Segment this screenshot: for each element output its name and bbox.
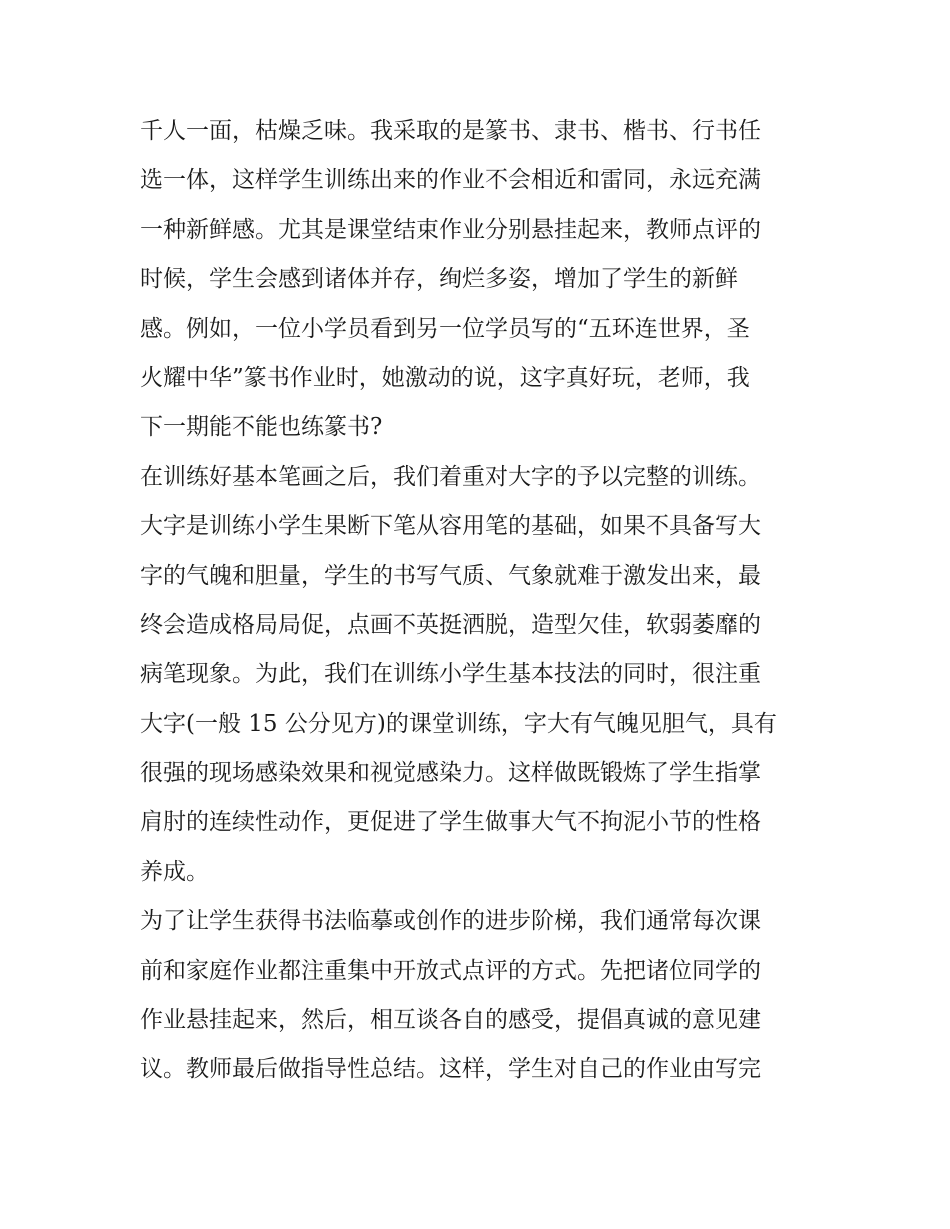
text-line: 字的气魄和胆量，学生的书写气质、气象就难于激发出来，最 [140,562,761,589]
text-line: 前和家庭作业都注重集中开放式点评的方式。先把诸位同学的 [140,957,761,984]
text-line: 下一期能不能也练篆书? [140,414,383,441]
text-line: 在训练好基本笔画之后，我们着重对大字的予以完整的训练。 [140,463,761,490]
text-line: 大字是训练小学生果断下笔从容用笔的基础，如果不具备写大 [140,513,761,540]
text-line: 选一体，这样学生训练出来的作业不会相近和雷同，永远充满 [140,167,761,194]
text-line: 作业悬挂起来，然后，相互谈各自的感受，提倡真诚的意见建 [140,1007,761,1034]
text-line: 一种新鲜感。尤其是课堂结束作业分别悬挂起来，教师点评的 [140,216,761,243]
text-line: 大字(一般 15 公分见方)的课堂训练，字大有气魄见胆气，具有 [140,710,777,737]
text-line: 病笔现象。为此，我们在训练小学生基本技法的同时，很注重 [140,661,761,688]
text-line: 养成。 [140,858,209,885]
text-line: 终会造成格局局促，点画不英挺洒脱，造型欠佳，软弱萎靡的 [140,611,761,638]
text-line: 火耀中华”篆书作业时，她激动的说，这字真好玩，老师，我 [140,364,750,391]
body-text [140,107,820,1095]
text-line: 时候，学生会感到诸体并存，绚烂多姿，增加了学生的新鲜 [140,266,738,293]
text-line: 千人一面，枯燥乏味。我采取的是篆书、隶书、楷书、行书任 [140,118,761,144]
text-line: 为了让学生获得书法临摹或创作的进步阶梯，我们通常每次课 [140,908,761,935]
text-line: 肩肘的连续性动作，更促进了学生做事大气不拘泥小节的性格 [140,809,761,836]
text-line: 很强的现场感染效果和视觉感染力。这样做既锻炼了学生指掌 [140,760,761,787]
text-line: 议。教师最后做指导性总结。这样，学生对自己的作业由写完 [140,1056,761,1083]
text-line: 感。例如，一位小学员看到另一位学员写的“五环连世界，圣 [140,315,750,342]
